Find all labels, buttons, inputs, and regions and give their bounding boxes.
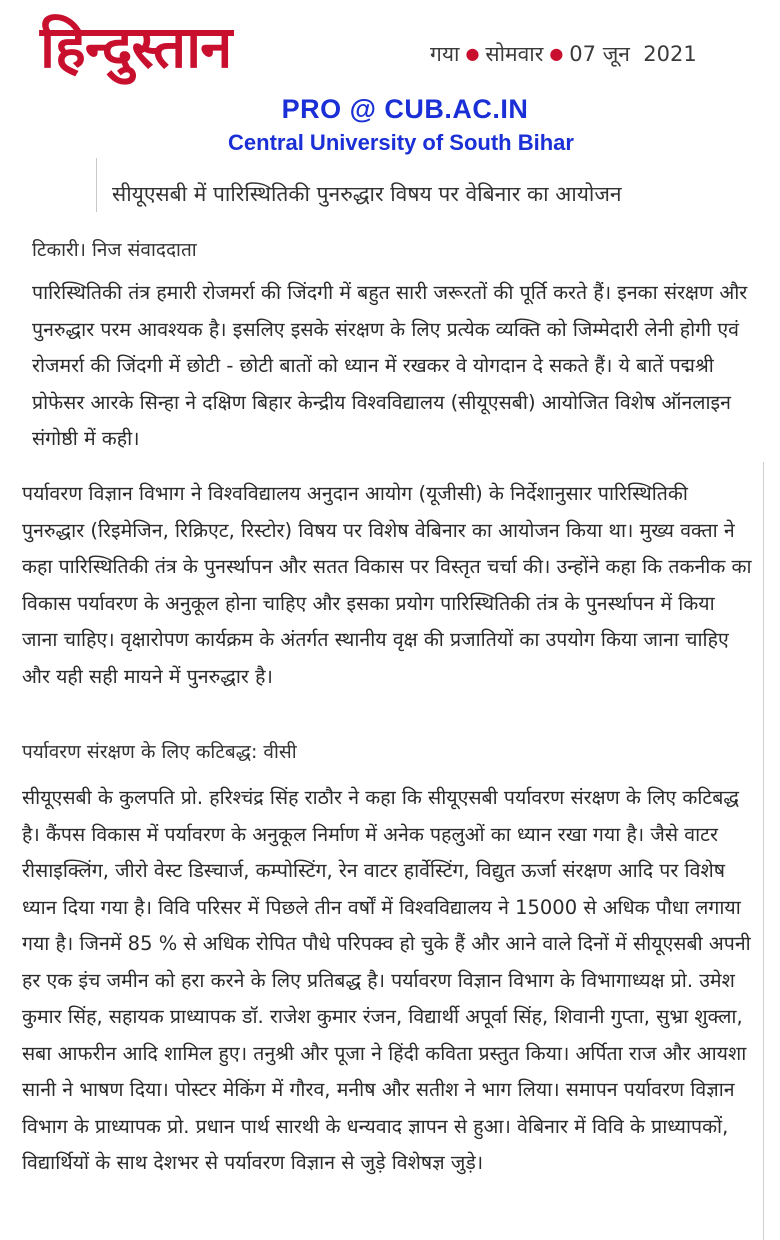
bullet-icon: ●: [465, 44, 480, 63]
article-paragraph-3: सीयूएसबी के कुलपति प्रो. हरिश्चंद्र सिंह राठौर ने कहा कि सीयूएसबी पर्यावरण संरक्षण के लिए कटिबद्ध है। कैंपस विकास में पर्यावरण के अनुकूल निर्माण में अनेक पहलुओं का ध्यान रखा गया है। जैसे वाटर रीसाइक्लिंग, जीरो वेस्ट डिस्चार्ज, कम्पोस्टिंग, रेन वाटर हार्वेस्टिंग, विद्युत ऊर्जा संरक्षण आदि पर विशेष ध्यान दिया गया है। विवि परिसर में पिछले तीन वर्षों में विश्वविद्यालय ने 15000 से अधिक पौधा लगाया गया है। जिनमें 85 % से अधिक रोपित पौधे परिपक्व हो चुके हैं और आने वाले दिनों में सीयूएसबी अपनी हर एक इंच जमीन को हरा करने के लिए प्रतिबद्ध है। पर्यावरण विज्ञान विभाग के विभागाध्यक्ष प्रो. उमेश कुमार सिंह, सहायक प्राध्यापक डॉ. राजेश कुमार रंजन, विद्यार्थी अपूर्वा सिंह, शिवानी गुप्ता, सुभ्रा शुक्ला, सबा आफरीन आदि शामिल हुए। तनुश्री और पूजा ने हिंदी कविता प्रस्तुत किया। अर्पिता राज और आयशा सानी ने भाषण दिया। पोस्टर मेकिंग में गौरव, मनीष और सतीश ने भाग लिया। समापन पर्यावरण विज्ञान विभाग के प्राध्यापक प्रो. प्रधान पार्थ सारथी के धन्यवाद ज्ञापन से हुआ। वेबिनार में विवि के प्राध्यापकों, विद्यार्थियों के साथ देशभर से पर्यावरण विज्ञान से जुड़े विशेषज्ञ जुड़े।: [22, 786, 751, 1174]
article-subheading: पर्यावरण संरक्षण के लिए कटिबद्ध: वीसी: [22, 741, 297, 763]
dateline-date: 07 जून 2021: [569, 42, 697, 66]
column-divider: [96, 158, 97, 212]
bullet-icon: ●: [549, 44, 564, 63]
article-paragraph-1: पारिस्थितिकी तंत्र हमारी रोजमर्रा की जिंदगी में बहुत सारी जरूरतों की पूर्ति करते हैं। इनका संरक्षण और पुनरुद्धार परम आवश्यक है। इसलिए इसके संरक्षण के लिए प्रत्येक व्यक्ति को जिम्मेदारी लेनी होगी एवं रोजमर्रा की जिंदगी में छोटी - छोटी बातों को ध्यान में रखकर वे योगदान दे सकते हैं। ये बातें पद्मश्री प्रोफेसर आरके सिन्हा ने दक्षिण बिहार केन्द्रीय विश्वविद्यालय (सीयूएसबी) आयोजित विशेष ऑनलाइन संगोष्ठी में कही।: [32, 281, 748, 450]
column-divider-right: [763, 462, 764, 1240]
article-headline: सीयूएसबी में पारिस्थितिकी पुनरुद्धार विषय पर वेबिनार का आयोजन: [112, 182, 622, 206]
university-name: Central University of South Bihar: [228, 130, 574, 155]
pro-contact: PRO @ CUB.AC.IN: [281, 94, 529, 124]
dateline: [430, 40, 697, 68]
article-paragraph-2: पर्यावरण विज्ञान विभाग ने विश्वविद्यालय अनुदान आयोग (यूजीसी) के निर्देशानुसार पारिस्थितिकी पुनरुद्धार (रिइमेजिन, रिक्रिएट, रिस्टोर) विषय पर विशेष वेबिनार का आयोजन किया था। मुख्य वक्ता ने कहा पारिस्थितिकी तंत्र के पुनर्स्थापन और सतत विकास पर विस्तृत चर्चा की। उन्होंने कहा कि तकनीक का विकास पर्यावरण के अनुकूल होना चाहिए और इसका प्रयोग पारिस्थितिकी तंत्र के पुनर्स्थापन में किया जाना चाहिए। वृक्षारोपण कार्यक्रम के अंतर्गत स्थानीय वृक्ष की प्रजातियों का उपयोग किया जाना चाहिए और यही सही मायने में पुनरुद्धार है।: [22, 482, 752, 688]
dateline-city: गया: [430, 42, 460, 66]
newspaper-logo: हिन्दुस्तान: [40, 13, 232, 81]
article-byline: टिकारी। निज संवाददाता: [32, 239, 197, 261]
dateline-day: सोमवार: [485, 42, 544, 66]
